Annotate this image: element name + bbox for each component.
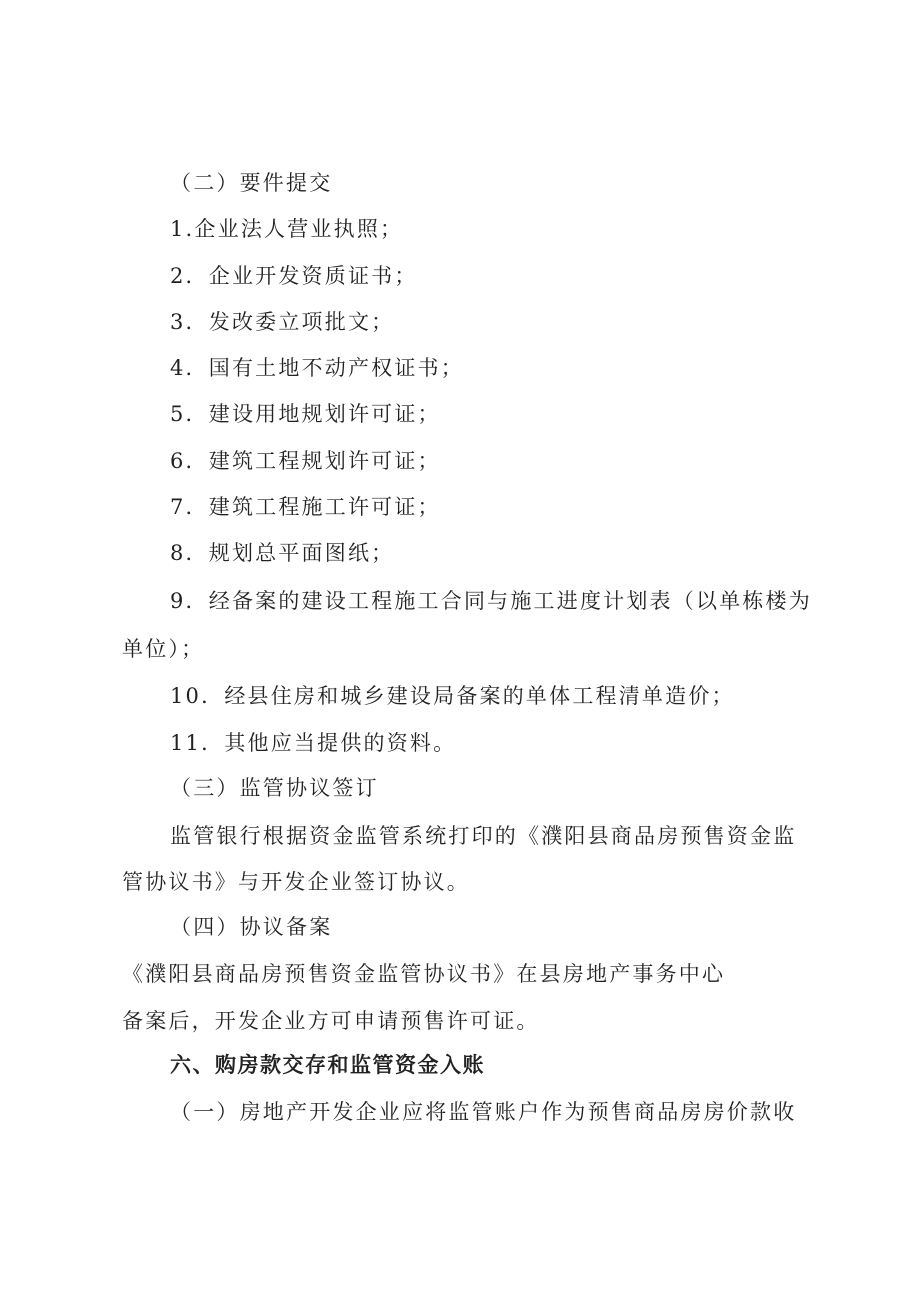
list-item: 2．企业开发资质证书；: [170, 264, 418, 288]
paragraph-line: 管协议书》与开发企业签订协议。: [122, 870, 470, 894]
list-item: 5．建设用地规划许可证；: [170, 402, 441, 426]
list-item-continuation: 单位）；: [122, 637, 205, 661]
list-item: 6．建筑工程规划许可证；: [170, 449, 441, 473]
paragraph-line: （一）房地产开发企业应将监管账户作为预售商品房房价款收: [170, 1100, 797, 1124]
subsection-4-title: （四）协议备案: [170, 915, 333, 939]
list-item: 1.企业法人营业执照；: [170, 217, 404, 241]
subsection-3-title: （三）监管协议签订: [170, 776, 379, 800]
list-item: 9．经备案的建设工程施工合同与施工进度计划表（以单栋楼为: [170, 589, 812, 613]
list-item: 4．国有土地不动产权证书；: [170, 356, 464, 380]
subsection-2-title: （二）要件提交: [170, 171, 333, 195]
list-item: 10．经县住房和城乡建设局备案的单体工程清单造价；: [170, 684, 735, 708]
list-item: 11．其他应当提供的资料。: [170, 731, 457, 755]
list-item: 3．发改委立项批文；: [170, 310, 395, 334]
paragraph-line: 监管银行根据资金监管系统打印的《濮阳县商品房预售资金监: [170, 824, 797, 848]
list-item: 7．建筑工程施工许可证；: [170, 495, 441, 519]
section-6-title: 六、购房款交存和监管资金入账: [170, 1053, 485, 1077]
paragraph-line: 《濮阳县商品房预售资金监管协议书》在县房地产事务中心: [122, 962, 726, 986]
list-item: 8．规划总平面图纸；: [170, 541, 395, 565]
paragraph-line: 备案后，开发企业方可申请预售许可证。: [122, 1009, 540, 1033]
